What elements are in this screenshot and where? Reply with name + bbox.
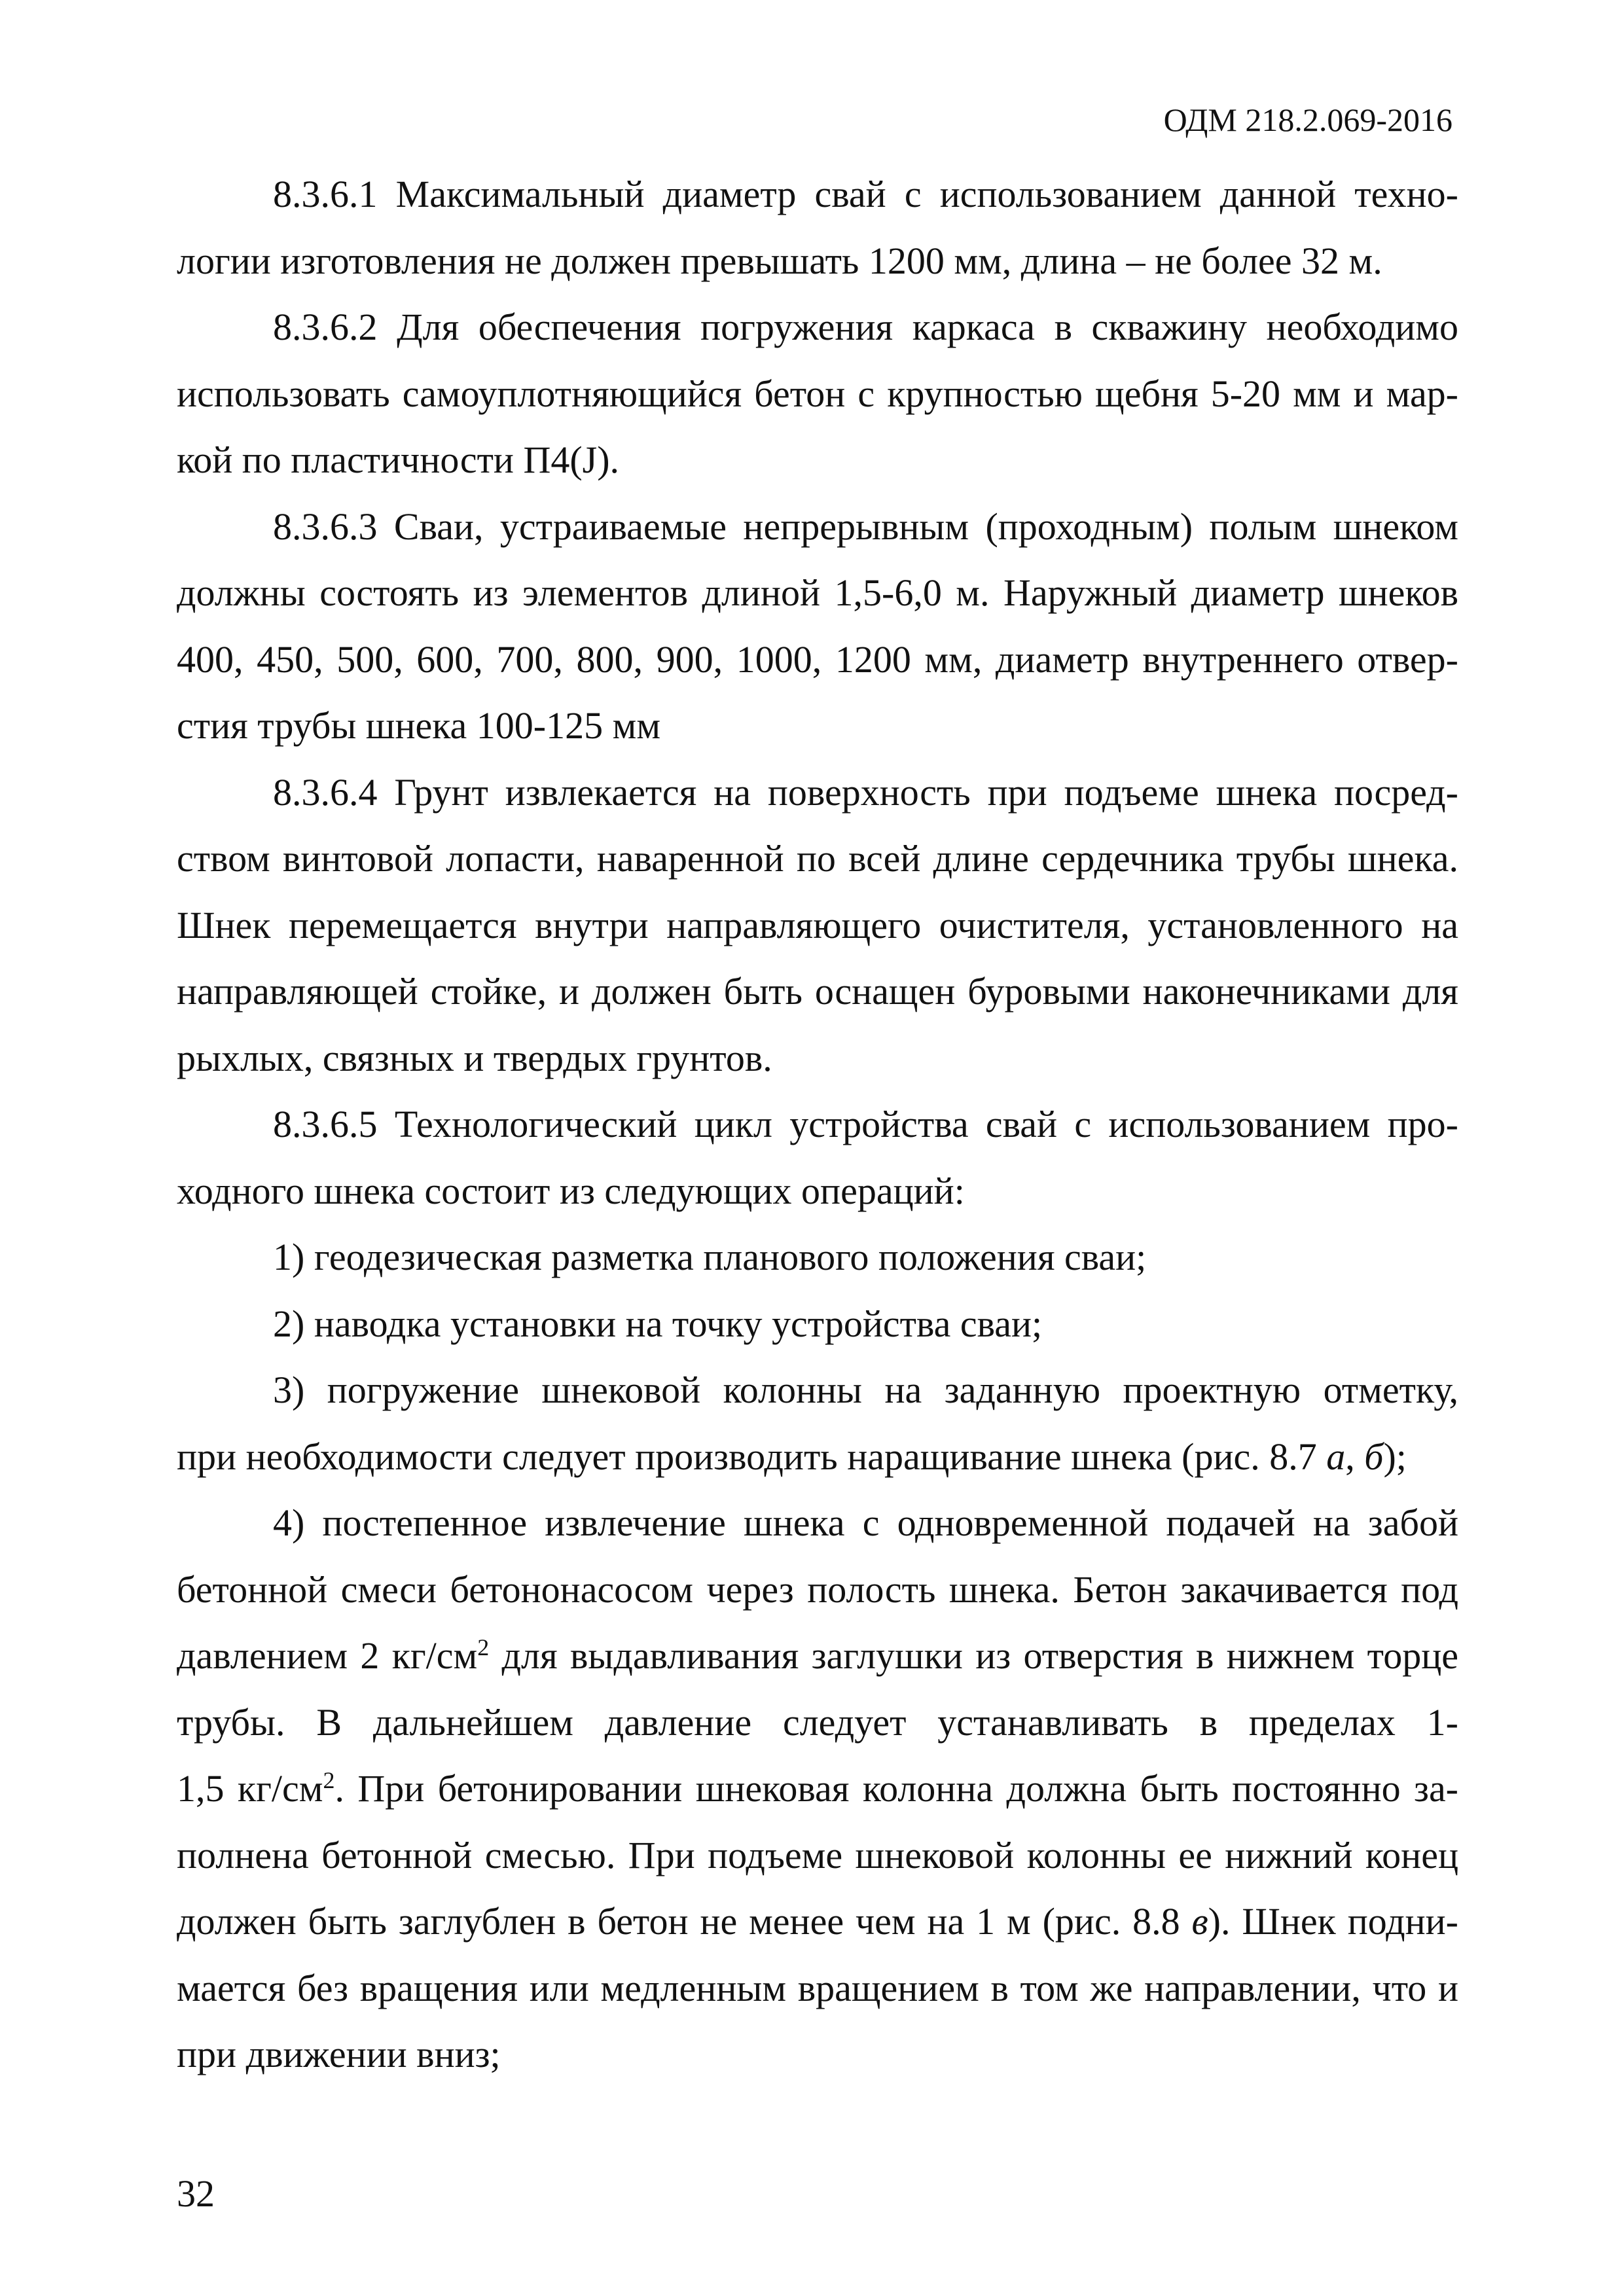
superscript-text: 2: [323, 1767, 335, 1794]
page-number: 32: [177, 2172, 215, 2215]
text-segment: при необходимости следует производить наращивание шнека (рис. 8.7: [177, 1435, 1327, 1478]
line-text: [177, 626, 1458, 693]
text-segment: полнена бетонной смесью. При подъеме шнековой колонны ее нижний конец: [177, 1833, 1458, 1876]
text-segment: использовать самоуплотняющийся бетон с крупностью щебня 5-20 мм и мар-: [177, 372, 1458, 415]
text-segment: направляющей стойке, и должен быть оснащен буровыми наконечниками для: [177, 970, 1458, 1013]
text-line: [177, 1025, 1458, 1092]
text-line: [177, 1424, 1458, 1490]
text-segment: 8.3.6.2 Для обеспечения погружения каркаса в скважину необходимо: [273, 306, 1458, 348]
text-line: [177, 825, 1458, 892]
paragraph: [177, 759, 1458, 1092]
line-text: [177, 825, 1458, 892]
text-line: [177, 1556, 1458, 1623]
text-line: [273, 1224, 1458, 1291]
line-text: [273, 1224, 1146, 1291]
line-text: [177, 1755, 1458, 1822]
text-line: [273, 759, 1458, 826]
paragraph: [177, 1091, 1458, 1224]
text-segment: ). Шнек подни-: [1208, 1900, 1458, 1943]
text-segment: 8.3.6.4 Грунт извлекается на поверхность при подъеме шнека посред-: [273, 770, 1458, 814]
text-line: [177, 1822, 1458, 1889]
paragraph: [177, 294, 1458, 493]
paragraph: [177, 1490, 1458, 2088]
document-body: [177, 161, 1458, 2088]
text-line: [273, 294, 1458, 361]
text-segment: 1) геодезическая разметка планового положения сваи;: [273, 1236, 1147, 1278]
text-segment: должен быть заглублен в бетон не менее чем на 1 м (рис. 8.8: [177, 1900, 1192, 1943]
line-text: [273, 1291, 1042, 1357]
line-text: [177, 560, 1458, 626]
italic-text: а: [1326, 1435, 1346, 1478]
text-line: [177, 560, 1458, 626]
text-line: [177, 427, 1458, 493]
line-text: [177, 892, 1458, 959]
document-code-header: ОДМ 218.2.069-2016: [1163, 101, 1453, 138]
line-text: [177, 1955, 1458, 2022]
italic-text: б: [1364, 1435, 1384, 1478]
text-segment: давлением 2 кг/см: [177, 1634, 478, 1677]
paragraph: [177, 1357, 1458, 1490]
line-text: [177, 1158, 965, 1225]
text-line: [177, 1689, 1458, 1756]
line-text: [177, 1623, 1458, 1689]
text-segment: стия трубы шнека 100-125 мм: [177, 704, 661, 747]
text-segment: 8.3.6.3 Сваи, устраиваемые непрерывным (проходным) полым шнеком: [273, 505, 1458, 548]
text-segment: 400, 450, 500, 600, 700, 800, 900, 1000, 1200 мм, диаметр внутреннего отвер-: [177, 637, 1458, 681]
text-segment: логии изготовления не должен превышать 1200 мм, длина – не более 32 м.: [177, 239, 1382, 282]
text-segment: трубы. В дальнейшем давление следует устанавливать в пределах 1-: [177, 1700, 1458, 1744]
text-segment: 8.3.6.5 Технологический цикл устройства свай с использованием про-: [273, 1103, 1458, 1145]
text-segment: 3) погружение шнековой колонны на заданную проектную отметку,: [273, 1369, 1458, 1411]
paragraph: [177, 1224, 1458, 1291]
line-text: [177, 427, 619, 493]
italic-text: в: [1191, 1900, 1208, 1943]
line-text: [273, 1091, 1458, 1158]
text-segment: Шнек перемещается внутри направляющего очистителя, установленного на: [177, 903, 1458, 946]
line-text: [177, 692, 660, 759]
text-line: [273, 1357, 1458, 1424]
text-segment: ходного шнека состоит из следующих операций:: [177, 1169, 965, 1212]
text-line: [273, 1291, 1458, 1357]
text-segment: 8.3.6.1 Максимальный диаметр свай с использованием данной техно-: [273, 173, 1458, 215]
line-text: [177, 1424, 1407, 1490]
paragraph: [177, 493, 1458, 759]
line-text: [273, 759, 1458, 826]
text-line: [177, 958, 1458, 1025]
line-text: [177, 1025, 772, 1092]
text-segment: 4) постепенное извлечение шнека с одновременной подачей на забой: [273, 1501, 1458, 1544]
text-line: [177, 1955, 1458, 2022]
text-segment: кой по пластичности П4(J).: [177, 439, 620, 481]
text-segment: 1,5 кг/см: [177, 1767, 323, 1810]
text-segment: для выдавливания заглушки из отверстия в нижнем торце: [489, 1634, 1458, 1677]
text-segment: );: [1383, 1435, 1407, 1478]
text-segment: . При бетонировании шнековая колонна должна быть постоянно за-: [334, 1767, 1458, 1810]
text-line: [177, 361, 1458, 427]
text-line: [177, 2021, 1458, 2088]
text-line: [177, 1158, 1458, 1225]
line-text: [273, 493, 1458, 560]
superscript-text: 2: [477, 1634, 490, 1661]
text-segment: бетонной смеси бетононасосом через полость шнека. Бетон закачивается под: [177, 1568, 1458, 1611]
text-line: [177, 1888, 1458, 1955]
line-text: [177, 1556, 1458, 1623]
paragraph: [177, 161, 1458, 294]
text-segment: при движении вниз;: [177, 2033, 501, 2075]
text-line: [273, 1091, 1458, 1158]
paragraph: [177, 1291, 1458, 1357]
text-line: [273, 161, 1458, 228]
text-line: [177, 1755, 1458, 1822]
line-text: [177, 958, 1458, 1025]
text-segment: должны состоять из элементов длиной 1,5-6,0 м. Наружный диаметр шнеков: [177, 571, 1458, 614]
line-text: [273, 294, 1458, 361]
line-text: [177, 2021, 501, 2088]
line-text: [177, 1822, 1458, 1889]
text-segment: рыхлых, связных и твердых грунтов.: [177, 1036, 772, 1079]
text-line: [177, 892, 1458, 959]
text-line: [177, 228, 1458, 295]
text-line: [177, 1623, 1458, 1689]
line-text: [273, 161, 1458, 228]
line-text: [177, 228, 1382, 295]
line-text: [273, 1357, 1458, 1424]
line-text: [273, 1490, 1458, 1556]
text-segment: ством винтовой лопасти, наваренной по всей длине сердечника трубы шнека.: [177, 837, 1458, 880]
line-text: [177, 361, 1458, 427]
text-segment: 2) наводка установки на точку устройства сваи;: [273, 1302, 1043, 1345]
line-text: [177, 1888, 1458, 1955]
text-line: [273, 493, 1458, 560]
text-line: [177, 692, 1458, 759]
line-text: [177, 1689, 1458, 1756]
text-line: [177, 626, 1458, 693]
text-segment: ,: [1345, 1435, 1365, 1478]
text-line: [273, 1490, 1458, 1556]
text-segment: мается без вращения или медленным вращением в том же направлении, что и: [177, 1966, 1458, 2009]
